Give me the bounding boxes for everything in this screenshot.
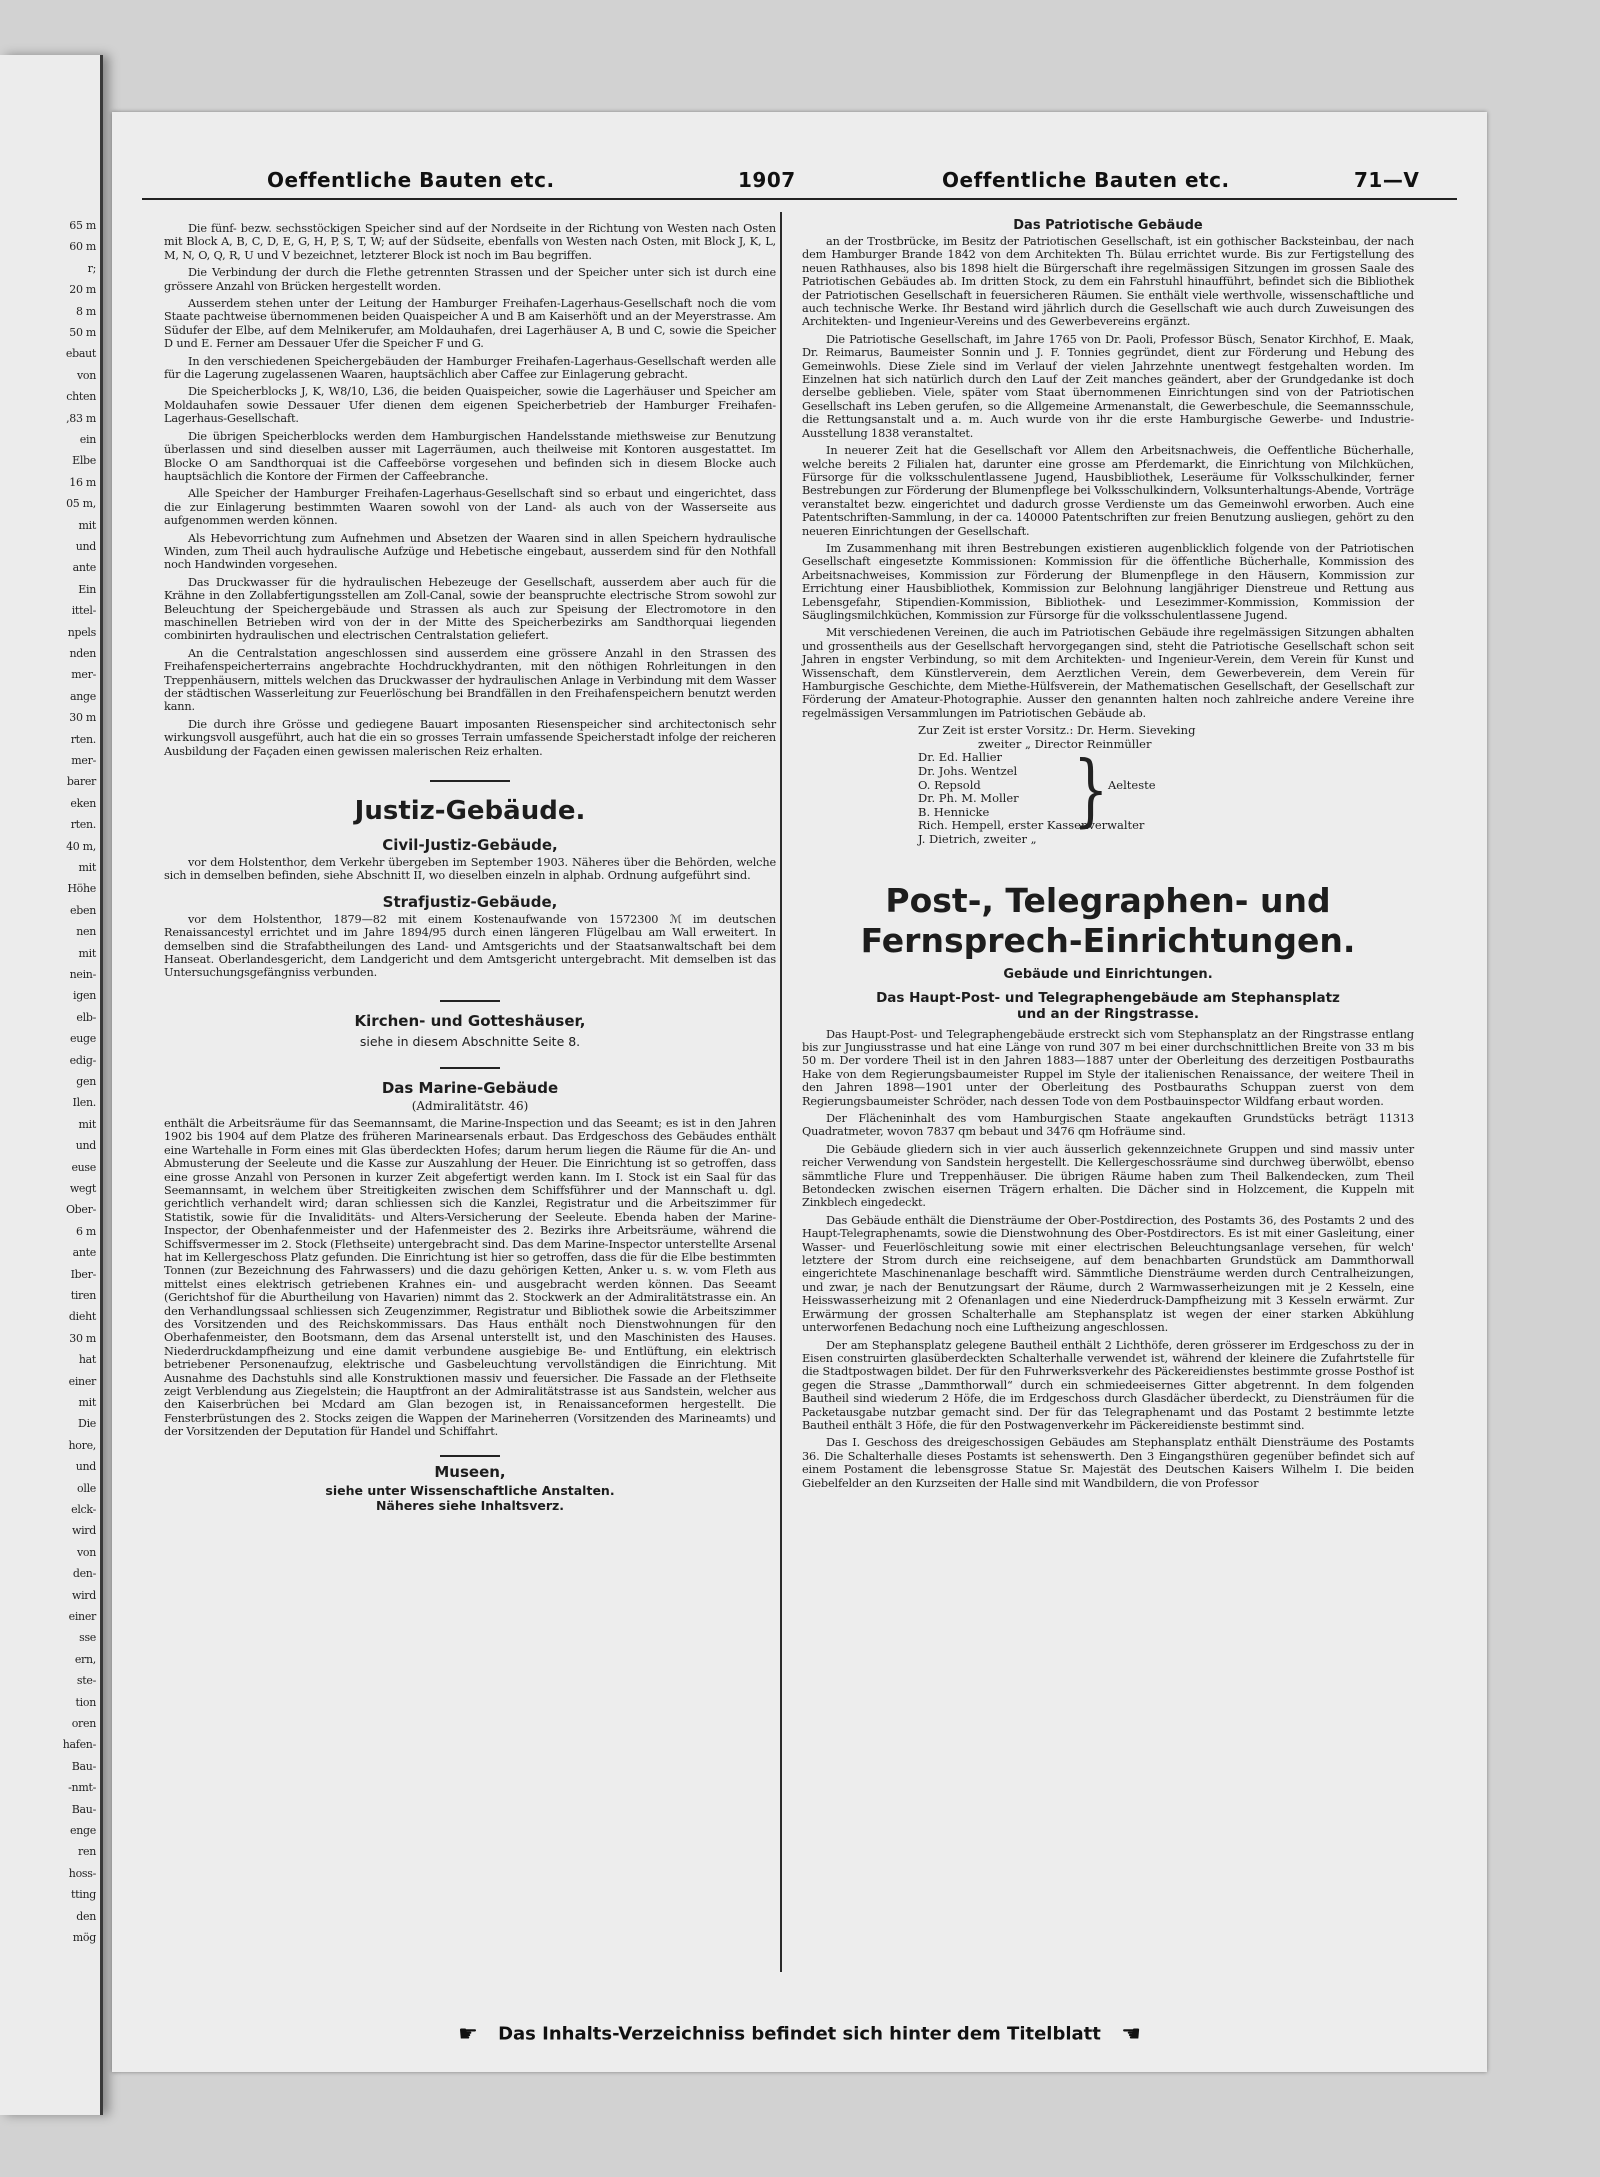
edge-text-fragment: 50 m (69, 326, 96, 339)
edge-text-fragment: Bau- (71, 1802, 96, 1816)
edge-text-fragment: mög (72, 1931, 96, 1944)
civil-justiz-heading: Civil-Justiz-Gebäude, (382, 836, 558, 855)
edge-text-fragment: den- (72, 1567, 96, 1581)
edge-text-fragment: Die (78, 1417, 96, 1431)
edge-text-fragment: Höhe (67, 882, 96, 896)
edge-text-fragment: tiren (70, 1289, 96, 1302)
speicher-paragraph: Ausserdem stehen unter der Leitung der Hamburger Freihafen-Lagerhaus-Gesellschaft noch die vom Staate pachtweise übernommenen beiden Quaispeicher A und B am Kaiserhöft und an der Meyerstrasse. Am Südufer der Elbe, auf dem Melnikerufer, am Moldauhafen, drei Lagerhäuser A, B und C, sowie die Speicher D und E. Ferner am Dessauer Ufer die Speicher F und G. (164, 297, 776, 351)
speicher-paragraphs (164, 222, 776, 758)
speicher-paragraph: Die übrigen Speicherblocks werden dem Hamburgischen Handelsstande miethsweise zur Benutzung überlassen und sind dieselben ausser mit Lagerräumen, auch theilweise mit Kontoren ausgestattet. Im Blocke O am Sandthorquai ist die Caffeebörse vorgesehen und befinden sich in diesem Blocke auch hauptsächlich die Kontore der Firmen der Caffeebranche. (164, 429, 776, 483)
edge-text-fragment: Elbe (72, 454, 96, 468)
marine-heading: Das Marine-Gebäude (381, 1078, 559, 1097)
edge-text-fragment: 6 m (75, 1224, 96, 1238)
edge-text-fragment: wegt (69, 1182, 96, 1195)
museen-reference: siehe unter Wissenschaftliche Anstalten. (325, 1482, 615, 1498)
brace-glyph: } (1073, 745, 1109, 837)
hauptpost-heading (802, 990, 1414, 1022)
edge-text-fragment: ste- (76, 1674, 96, 1688)
edge-text-fragment: edig- (69, 1053, 96, 1067)
header-page-number: 71—V (1354, 168, 1420, 192)
patriot-paragraph: Mit verschiedenen Vereinen, die auch im Patriotischen Gebäude ihre regelmässigen Sitzungen abhalten und grossentheils aus der Gesellschaft hervorgegangen sind, steht die Patriotische Gesellschaft schon seit Jahren in engster Verbindung, so mit dem Architekten- und Ingenieur-Verein, dem Verein für Kunst und Wissenschaft, dem Künstlerverein, dem Aerztlichen Verein, dem Gewerbeverein, dem Verein für Hamburgische Geschichte, dem Miethe-Hülfsverein, der Mathematischen Gesellschaft, der Gesellschaft zur Förderung der Amateur-Photographie. Ausser den genannten halten noch zahlreiche andere Vereine ihre regelmässigen Versammlungen im Patriotischen Gebäude ab. (802, 626, 1414, 720)
post-paragraph: Das Haupt-Post- und Telegraphengebäude erstreckt sich vom Stephansplatz an der Ringstrasse entlang bis zur Jungiusstrasse und hat eine Länge von rund 307 m bei einer durchschnittlichen Breite von 33 m bis 50 m. Der vordere Theil ist in den Jahren 1883—1887 unter der Oberleitung des derzeitigen Postbauraths Hake von dem Regierungsbaumeister Ruppel im Style der italienischen Renaissance, der weitere Theil in den Jahren 1898—1901 unter der Oberleitung des Postbauraths Schuppan zuerst von dem Regierungsbaumeister Schröder, nach dessen Tode von dem Postbauinspector Wildfang erbaut worden. (802, 1027, 1414, 1108)
edge-text-fragment: Ein (78, 582, 96, 596)
edge-text-fragment: hat (78, 1353, 96, 1367)
post-paragraphs (802, 1028, 1414, 1490)
edge-text-fragment: einer (68, 1610, 96, 1623)
edge-text-fragment: 20 m (69, 283, 96, 297)
edge-text-fragment: euse (71, 1160, 96, 1174)
edge-text-fragment: Ilen. (72, 1096, 96, 1110)
adjacent-page-edge (0, 55, 103, 2115)
museen-heading: Museen, (434, 1462, 506, 1481)
edge-text-fragment: 65 m (69, 219, 96, 232)
officer-chair: Zur Zeit ist erster Vorsitz.: Dr. Herm. Sieveking (918, 723, 1196, 738)
edge-text-fragment: ittel- (71, 604, 96, 618)
elders-list (918, 751, 1414, 819)
edge-text-fragment: elck- (71, 1503, 96, 1516)
edge-text-fragment: von (76, 1545, 96, 1559)
edge-text-fragment: und (75, 1139, 96, 1153)
edge-text-fragment: hore, (68, 1438, 96, 1452)
edge-text-fragment: von (76, 368, 96, 382)
edge-text-fragment: hafen- (62, 1738, 96, 1752)
running-header (142, 164, 1457, 200)
post-paragraph: Der Flächeninhalt des vom Hamburgischen Staate angekauften Grundstücks beträgt 11313 Quadratmeter, wovon 7837 qm bebaut und 3476 qm Hofräume sind. (802, 1112, 1414, 1139)
speicher-paragraph: Das Druckwasser für die hydraulischen Hebezeuge der Gesellschaft, ausserdem aber auch für die Krähne in den Zollabfertigungsstellen am Zoll-Canal, sowie der beanspruchte electrische Strom sowohl zur Beleuchtung der Speichergebäude und Strassen als auch zur Speisung der Electromotore in den maschinellen Betrieben wird von der in der Mitte des Speicherbezirks am Sandthorquai liegenden combinirten hydraulischen und electrischen Centralstation geliefert. (164, 575, 776, 643)
edge-text-fragment: nden (69, 647, 96, 660)
officer-second-treasurer: J. Dietrich, zweiter „ (918, 831, 1037, 846)
kirchen-heading: Kirchen- und Gotteshäuser, (354, 1011, 586, 1030)
elder-name: Dr. Johs. Wentzel (918, 764, 1018, 778)
kirchen-reference: siehe in diesem Abschnitte Seite 8. (359, 1033, 581, 1049)
edge-text-fragment: ante (72, 1246, 96, 1260)
officer-vice-chair: zweiter „ Director Reinmüller (978, 736, 1152, 751)
edge-text-fragment: r; (87, 261, 96, 275)
speicher-paragraph: An die Centralstation angeschlossen sind ausserdem eine grössere Anzahl in den Strassen des Freihafenspeicherterrains angebrachte Hochdruckhydranten, mit den nöthigen Rohrleitungen in den Treppenhäusern, mittels welchen das Druckwasser der hydraulischen Anlage in Verbindung mit dem Wasser der städtischen Wasserleitung zur Feuerlöschung bei Brandfällen in den Freihafenspeichern benutzt werden kann. (164, 646, 776, 714)
edge-text-fragment: rten. (70, 732, 96, 746)
edge-text-fragment: Ober- (65, 1203, 96, 1217)
edge-text-fragment: barer (66, 775, 96, 789)
officer-treasurer: Rich. Hempell, erster Kassenverwalter (918, 818, 1145, 833)
edge-text-fragment: dieht (68, 1310, 96, 1324)
speicher-paragraph: In den verschiedenen Speichergebäuden der Hamburger Freihafen-Lagerhaus-Gesellschaft werden alle für die Lagerung zugelassenen Waaren, hauptsächlich aber Caffee zur Einlagerung gebracht. (164, 354, 776, 382)
patriot-paragraph: Die Patriotische Gesellschaft, im Jahre 1765 von Dr. Paoli, Professor Büsch, Senator Kirchhof, E. Maak, Dr. Reimarus, Baumeister Sonnin und J. F. Tonnies gegründet, dient zur Förderung und Hebung des Gemeinwohls. Diese Ziele sind im Verlauf der vielen Jahrzehnte unentwegt festgehalten worden. Im Einzelnen hat sich natürlich durch den Lauf der Zeit manches geändert, aber der Grundgedanke ist doch derselbe geblieben. Viele, später vom Staat übernommenen Einrichtungen sind von der Patriotischen Gesellschaft ins Leben gerufen, so die Allgemeine Armenanstalt, die Gewerbeschule, die Seemannsschule, die Rettungsanstalt und a. m. Auch wurde von ihr die erste Hamburgische Gewerbe- und Industrie-Ausstellung 1838 veranstaltet. (802, 332, 1414, 440)
officers-list (918, 724, 1414, 846)
elders-label: Aelteste (1108, 778, 1156, 793)
elder-name: B. Hennicke (918, 804, 990, 819)
strafjustiz-heading: Strafjustiz-Gebäude, (382, 892, 558, 911)
edge-text-fragment: den (76, 1909, 96, 1923)
edge-text-fragment: euge (70, 1032, 96, 1046)
edge-text-fragment: olle (77, 1481, 96, 1495)
speicher-paragraph: Die Speicherblocks J, K, W8/10, L36, die beiden Quaispeicher, sowie die Lagerhäuser und Speicher am Moldauhafen sowie Dessauer Ufer dienen dem eigenen Speicherbetrieb der Hamburger Freihafen-Lagerhaus-Gesellschaft. (164, 385, 776, 426)
edge-text-fragment: ein (79, 433, 96, 446)
column-divider (780, 212, 782, 1972)
edge-text-fragment: ,83 m (66, 411, 96, 425)
patriot-paragraph: In neuerer Zeit hat die Gesellschaft vor Allem den Arbeitsnachweis, die Oeffentliche Bücherhalle, welche bereits 2 Filialen hat, darunter eine grosse am Pferdemarkt, die Einrichtung von Milchküchen, Fürsorge für die volksschulentlassene Jugend, Hausbibliothek, Leseräume für Volksschulkinder, ferner Bestrebungen zur Förderung der Blumenpflege bei Volksschulkindern, Volksunterhaltungs-Abende, Vorträge veranstaltet bezw. eingerichtet und dadurch grosse Verdienste um das Gemeinwohl erworben. Auch eine Patentschriften-Sammlung, in der ca. 140000 Patentschriften zur freien Benutzung ausliegen, gehört zu den neueren Einrichtungen der Gesellschaft. (802, 444, 1414, 538)
edge-text-fragment: eken (70, 796, 96, 810)
edge-text-fragment: mer- (71, 754, 96, 767)
edge-text-fragment: ern, (74, 1652, 96, 1666)
edge-text-fragment: 30 m (69, 711, 96, 725)
speicher-paragraph: Die durch ihre Grösse und gediegene Bauart imposanten Riesenspeicher sind architectonisch sehr wirkungsvoll ausgeführt, auch hat die ein so grosses Terrain umfassende Speicherstadt infolge der reicheren Ausbildung der Façaden einen gewissen malerischen Reiz erhalten. (164, 717, 776, 758)
pointing-hand-left-icon: ☚ (1121, 2022, 1141, 2047)
edge-text-fragment: sse (79, 1631, 96, 1645)
edge-text-fragment: nein- (69, 968, 96, 981)
right-column (802, 218, 1414, 1494)
newspaper-page (112, 112, 1487, 2072)
civil-justiz-text: vor dem Holstenthor, dem Verkehr übergeben im September 1903. Näheres über die Behörden, welche sich in demselben befinden, siehe Abschnitt II, wo dieselben einzeln in alphab. Ordnung aufgeführt sind. (164, 856, 776, 883)
edge-text-fragment: eben (70, 903, 96, 917)
edge-text-fragment: ren (78, 1845, 96, 1859)
edge-text-fragment: oren (71, 1717, 96, 1730)
patriot-paragraph: Im Zusammenhang mit ihren Bestrebungen existieren augenblicklich folgende von der Patriotischen Gesellschaft eingesetzte Kommissionen: Kommission für die öffentliche Bücherhalle, Kommission des Arbeitsnachweises, Kommission zur Förderung der Blumenpflege in den Häusern, Kommission zur Errichtung einer Hausbibliothek, Kommission zur Belohnung langjähriger Dienstreue und Rettung aus Lebensgefahr, Stipendien-Kommission, Bibliothek- und Lesezimmer-Kommission, Kommission der Säuglingsmilchküchen, Kommission zur Fürsorge für die volksschulentlassene Jugend. (802, 541, 1414, 622)
marine-text: enthält die Arbeitsräume für das Seemannsamt, die Marine-Inspection und das Seeamt; es ist in den Jahren 1902 bis 1904 auf dem Platze des früheren Marinearsenals erbaut. Das Erdgeschoss des Gebäudes enthält eine Wartehalle in Form eines mit Glas überdeckten Hofes; darum herum liegen die Räume für die An- und Abmusterung der Seeleute und die Kasse zur Auszahlung der Heuer. Die Einrichtung ist so getroffen, dass eine grosse Anzahl von Personen in kurzer Zeit abgefertigt werden kann. Im I. Stock ist ein Saal für das Seemannsamt, in welchem über Streitigkeiten zwischen dem Schiffsführer und der Mannschaft u. dgl. gerichtlich verhandelt wird; daran schliessen sich die Kanzlei, Registratur und die Arbeitszimmer für Statistik, sowie für die Invaliditäts- und Alters-Versicherung der Seeleute. Ebenda haben der Marine-Inspector, der Obenhafenmeister und der Hafenmeister des 2. Bezirks ihre Arbeitsräume, während die Schiffsvermesser im 2. Stock (Flethseite) untergebracht sind. Das dem Marine-Inspector unterstellte Arsenal hat im Kellergeschoss Platz gefunden. Die Einrichtung ist hier so getroffen, dass die für die Elbe bestimmten Tonnen (zur Bezeichnung des Fahrwassers) und die dazu gehörigen Ketten, Anker u. s. w. vom Fleth aus mittelst eines elektrisch getriebenen Krahnes ein- und ausgebracht werden können. Das Seeamt (Gerichtshof für die Aburtheilung von Havarien) nimmt das 2. Stockwerk an der Admiralitätstrasse ein. An den Verhandlungssaal schliessen sich Zeugenzimmer, Registratur und Bibliothek sowie die Arbeitszimmer des Vorsitzenden und des Reichskommissars. Das Haus enthält noch Dienstwohnungen für den Oberhafenmeister, den Bootsmann, dem das Arsenal unterstellt ist, und den Maschinisten des Hauses. Niederdruckdampfheizung und eine damit verbundene ausgiebige Be- und Entlüftung, ein elektrisch betriebener Personenaufzug, elektrische und Gasbeleuchtung vervollständigen die Einrichtung. Mit Ausnahme des Dachstuhls sind alle Konstruktionen massiv und feuersicher. Die Fassade an der Flethseite zeigt Verblendung aus Ziegelstein; die Hauptfront an der Admiralitätstrasse ist aus Sandstein, welcher aus den Kaiserbrüchen bei Mcdard am Glan bezogen ist, in Renaissanceformen hergestellt. Die Fensterbrüstungen des 2. Stocks zeigen die Wappen der Marineherren (Vorsitzenden des Marineamts) und der Vorsitzenden der Deputation für Handel und Schiffahrt. (164, 1116, 776, 1439)
patriot-heading: Das Patriotische Gebäude (1013, 218, 1203, 233)
edge-text-fragment: und (75, 540, 96, 553)
edge-text-fragment: Bau- (71, 1759, 96, 1773)
edge-text-fragment: 16 m (69, 475, 96, 489)
edge-text-fragment: chten (66, 390, 96, 404)
section-divider (440, 1067, 500, 1069)
edge-text-fragment: enge (70, 1824, 96, 1837)
edge-text-fragment: mer- (71, 668, 96, 682)
footer-note (112, 2022, 1487, 2047)
edge-text-fragment: wird (71, 1524, 96, 1538)
edge-text-fragment: mit (78, 1396, 96, 1409)
marine-address: (Admiralitätstr. 46) (411, 1098, 529, 1113)
post-paragraph: Die Gebäude gliedern sich in vier auch äusserlich gekennzeichnete Gruppen und sind massiv unter reicher Verwendung von Sandstein hergestellt. Die Kellergeschossräume sind durchweg überwölbt, ebenso sämmtliche Flure und Treppenhäuser. Die übrigen Räume haben zum Theil Balkendecken, zum Theil Betondecken zwischen eisernen Trägern erhalten. Die Dächer sind in Holzcement, die Kuppeln mit Zinkblech eingedeckt. (802, 1142, 1414, 1210)
header-left-title: Oeffentliche Bauten etc. (267, 168, 555, 192)
edge-text-fragment: gen (76, 1075, 96, 1088)
edge-text-fragment: tting (71, 1888, 96, 1902)
section-divider (430, 780, 510, 782)
edge-text-fragment: -nmt- (68, 1781, 96, 1795)
header-right-title: Oeffentliche Bauten etc. (942, 168, 1230, 192)
edge-text-fragment: ebaut (65, 347, 96, 361)
museen-index-note: Näheres siehe Inhaltsverz. (375, 1497, 565, 1513)
elder-name: O. Repsold (918, 777, 981, 792)
elder-name: Dr. Ph. M. Moller (918, 791, 1019, 806)
edge-text-fragment: 05 m, (66, 497, 96, 511)
edge-text-fragment: Iber- (70, 1267, 96, 1281)
post-paragraph: Das I. Geschoss des dreigeschossigen Gebäudes am Stephansplatz enthält Diensträume des Postamts 36. Die Schalterhalle dieses Postamts ist sehenswerth. Den 3 Eingangsthüren gegenüber befindet sich auf einem Postament die lebensgrosse Statue Sr. Majestät des Deutschen Kaisers Wilhelm I. Die beiden Giebelfelder an den Kurzseiten der Halle sind mit Wandbildern, die von Professor (802, 1436, 1414, 1490)
edge-text-fragment: mit (78, 861, 96, 874)
edge-text-fragment: mit (78, 1117, 96, 1131)
section-divider (440, 1455, 500, 1457)
edge-text-fragment: npels (67, 625, 96, 639)
hauptpost-heading-line2: und an der Ringstrasse. (1016, 1005, 1200, 1022)
header-year: 1907 (738, 168, 796, 192)
edge-text-fragment: rten. (70, 818, 96, 832)
justiz-heading: Justiz-Gebäude. (354, 796, 586, 827)
edge-text-fragment: nen (76, 925, 96, 939)
edge-text-fragment: tion (75, 1695, 96, 1709)
speicher-paragraph: Die fünf- bezw. sechsstöckigen Speicher sind auf der Nordseite in der Richtung von Westen nach Osten mit Block A, B, C, D, E, G, H, P, S, T, W; auf der Südseite, ebenfalls von Westen nach Osten, mit Block J, K, L, M, N, O, Q, R, U und V bezeichnet, letzterer Block ist noch im Bau begriffen. (164, 222, 776, 262)
pointing-hand-right-icon: ☛ (458, 2022, 478, 2047)
footer-text: Das Inhalts-Verzeichniss befindet sich hinter dem Titelblatt (498, 2023, 1101, 2045)
edge-text-fragment: elb- (76, 1010, 96, 1024)
edge-text-fragment: 60 m (69, 240, 96, 254)
edge-text-fragment: igen (73, 989, 96, 1003)
edge-text-fragment: 8 m (75, 304, 96, 318)
edge-text-fragment: hoss- (68, 1866, 96, 1880)
post-heading (802, 881, 1414, 961)
patriot-paragraph: an der Trostbrücke, im Besitz der Patriotischen Gesellschaft, ist ein gothischer Backsteinbau, der nach dem Hamburger Brande 1842 von dem Architekten Th. Bülau errichtet wurde. Bis zur Fertigstellung des neuen Rathhauses, also bis 1898 hielt die Bürgerschaft ihre regelmässigen Sitzungen im grossen Saale des Patriotischen Gebäudes ab. Im dritten Stock, zu dem ein Fahrstuhl hinaufführt, befindet sich die Bibliothek der Patriotischen Gesellschaft in feuersicheren Räumen. Sie enthält viele werthvolle, wissenschaftliche und auch technische Werke. Ihr Bestand wird jährlich durch die Gesellschaft wie auch durch Zuweisungen des Architekten- und Ingenieur-Vereins und des Gewerbevereins ergänzt. (802, 235, 1414, 329)
hauptpost-heading-line1: Das Haupt-Post- und Telegraphengebäude am Stephansplatz (876, 989, 1340, 1006)
post-subheading: Gebäude und Einrichtungen. (1003, 966, 1213, 982)
edge-text-fragment: 40 m, (66, 839, 96, 853)
edge-text-fragment: wird (71, 1588, 96, 1602)
post-paragraph: Der am Stephansplatz gelegene Bautheil enthält 2 Lichthöfe, deren grösserer im Erdgeschoss zu der in Eisen construirten glasüberdeckten Schalterhalle verwendet ist, während der kleinere die Zufahrtstelle für die Stadtpostwagen bildet. Der für den Fuhrwerksverkehr des Päckereidienstes bestimmte grosse Posthof ist gegen die Strasse „Dammthorwall“ durch ein schmiedeeisernes Gitter abgetrennt. In dem folgenden Bautheil sind wiederum 2 Höfe, die im Erdgeschoss durch Glasdächer überdeckt, zu Diensträumen für die Packetausgabe nutzbar gemacht sind. Der für das Telegraphenamt und das Postamt 2 bestimmte letzte Bautheil enthält 3 Höfe, die für den Postwagenverkehr im Päckereidienste bestimmt sind. (802, 1338, 1414, 1432)
edge-text-fragment: und (75, 1460, 96, 1474)
edge-text-fragment: ange (70, 689, 96, 703)
edge-text-fragment: mit (78, 518, 96, 532)
section-divider (440, 1000, 500, 1002)
left-column (164, 222, 776, 1513)
post-heading-line2: Fernsprech-Einrichtungen. (860, 920, 1356, 960)
edge-text-fragment: ante (72, 561, 96, 575)
speicher-paragraph: Als Hebevorrichtung zum Aufnehmen und Absetzen der Waaren sind in allen Speichern hydraulische Winden, zum Theil auch hydraulische Aufzüge und Hebetische eingebaut, ausserdem sind für den Nothfall noch Handwinden vorgesehen. (164, 531, 776, 572)
patriot-paragraphs (802, 235, 1414, 720)
speicher-paragraph: Alle Speicher der Hamburger Freihafen-Lagerhaus-Gesellschaft sind so erbaut und eingerichtet, dass die zur Einlagerung bestimmten Waaren sowohl von der Land- als auch von der Wasserseite aus aufgenommen werden können. (164, 487, 776, 528)
post-heading-line1: Post-, Telegraphen- und (885, 880, 1331, 920)
strafjustiz-text: vor dem Holstenthor, 1879—82 mit einem Kostenaufwande von 1572300 ℳ im deutschen Renaissancestyl errichtet und im Jahre 1894/95 durch einen längeren Flügelbau am Wall erweitert. In demselben sind die Strafabtheilungen des Land- und Amtsgerichts und der Staatsanwaltschaft bei dem Hanseat. Oberlandesgericht, dem Landgericht und dem Amtsgericht untergebracht. Mit demselben ist das Untersuchungsgefängniss verbunden. (164, 912, 776, 980)
edge-text-fragment: einer (68, 1374, 96, 1388)
speicher-paragraph: Die Verbindung der durch die Flethe getrennten Strassen und der Speicher unter sich ist durch eine grössere Anzahl von Brücken hergestellt worden. (164, 266, 776, 293)
post-paragraph: Das Gebäude enthält die Diensträume der Ober-Postdirection, des Postamts 36, des Postamts 2 und des Haupt-Telegraphenamts, sowie die Dienstwohnung des Ober-Postdirectors. Es ist mit einer Gasleitung, einer Wasser- und Feuerlöschleitung sowie mit einer electrischen Beleuchtungsanlage versehen, für welch' letztere der Strom durch eine reichseigene, auf dem benachbarten Grundstück am Dammthorwall eingerichtete Maschinenanlage beschafft wird. Sämmtliche Diensträume werden durch Centralheizungen, und zwar, je nach der Benutzungsart der Räume, durch 2 Warmwasserheizungen mit je 2 Kesseln, eine Heisswasserheizung mit 2 Ofenanlagen und eine Niederdruck-Dampfheizung mit 3 Kesseln erwärmt. Zur Erwärmung der grossen Schalterhalle am Stephansplatz ist wegen der einer starken Abkühlung unterworfenen Bedachung noch eine Luftheizung angeschlossen. (802, 1213, 1414, 1335)
edge-text-fragment: mit (78, 946, 96, 960)
elder-name: Dr. Ed. Hallier (918, 750, 1003, 765)
edge-text-fragment: 30 m (69, 1331, 96, 1345)
